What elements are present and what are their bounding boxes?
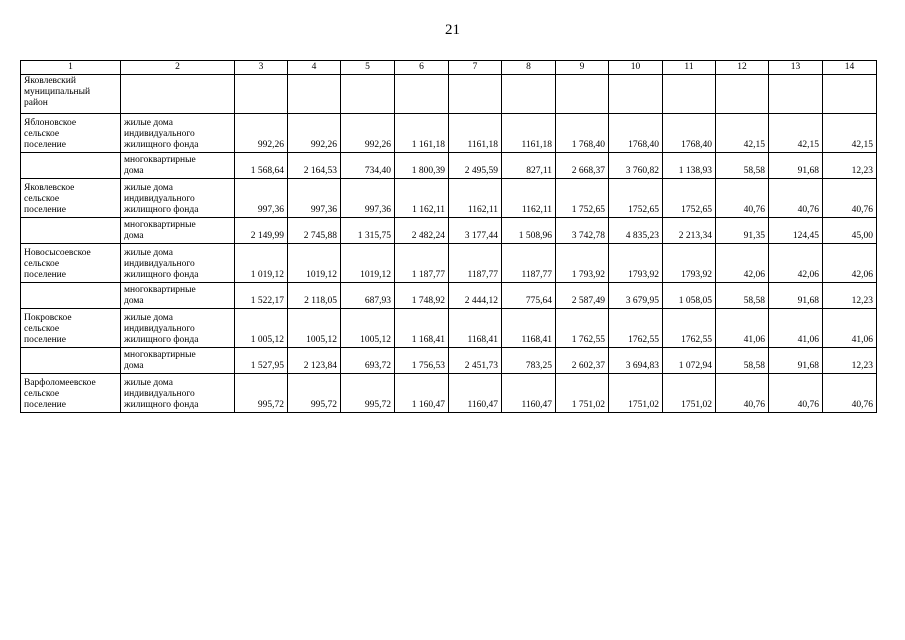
value-cell: 1751,02	[663, 374, 716, 413]
value-cell: 2 451,73	[449, 348, 502, 374]
housing-type	[121, 244, 235, 283]
value-cell: 997,36	[288, 179, 341, 218]
housing-type-line: жилищного фонда	[124, 400, 199, 410]
housing-type-line: индивидуального	[124, 194, 195, 204]
empty-cell	[609, 75, 663, 114]
empty-cell	[395, 75, 449, 114]
value-cell: 91,35	[716, 218, 769, 244]
settlement-name-line: сельское	[24, 194, 60, 204]
value-cell: 40,76	[769, 374, 823, 413]
column-number: 8	[502, 61, 556, 75]
value-cell: 1 756,53	[395, 348, 449, 374]
value-cell: 3 679,95	[609, 283, 663, 309]
value-cell: 1 162,11	[395, 179, 449, 218]
value-cell: 91,68	[769, 153, 823, 179]
settlement-name-line: поселение	[24, 400, 66, 410]
value-cell: 3 694,83	[609, 348, 663, 374]
district-name	[21, 75, 121, 114]
value-cell: 1 527,95	[235, 348, 288, 374]
value-cell: 1762,55	[609, 309, 663, 348]
settlement-name-line: поселение	[24, 140, 66, 150]
value-cell: 1 187,77	[395, 244, 449, 283]
value-cell: 1161,18	[502, 114, 556, 153]
settlement-name	[21, 374, 121, 413]
tariff-table	[20, 60, 877, 413]
value-cell: 4 835,23	[609, 218, 663, 244]
empty-cell	[716, 75, 769, 114]
value-cell: 693,72	[341, 348, 395, 374]
settlement-name-line: поселение	[24, 270, 66, 280]
value-cell: 995,72	[288, 374, 341, 413]
settlement-name-line: сельское	[24, 259, 60, 269]
value-cell: 2 444,12	[449, 283, 502, 309]
value-cell: 1 138,93	[663, 153, 716, 179]
housing-type	[121, 179, 235, 218]
column-number: 10	[609, 61, 663, 75]
empty-cell	[341, 75, 395, 114]
table-row	[21, 244, 877, 283]
value-cell: 1 058,05	[663, 283, 716, 309]
value-cell: 995,72	[235, 374, 288, 413]
value-cell: 1168,41	[502, 309, 556, 348]
value-cell: 91,68	[769, 283, 823, 309]
housing-type	[121, 114, 235, 153]
empty-cell	[121, 75, 235, 114]
value-cell: 1168,41	[449, 309, 502, 348]
value-cell: 40,76	[823, 374, 877, 413]
housing-type	[121, 218, 235, 244]
settlement-name-line: поселение	[24, 205, 66, 215]
table-row	[21, 179, 877, 218]
value-cell: 1019,12	[288, 244, 341, 283]
housing-type-line: жилищного фонда	[124, 335, 199, 345]
value-cell: 1019,12	[341, 244, 395, 283]
settlement-name	[21, 244, 121, 283]
value-cell: 997,36	[341, 179, 395, 218]
value-cell: 1 522,17	[235, 283, 288, 309]
empty-cell	[823, 75, 877, 114]
value-cell: 2 668,37	[556, 153, 609, 179]
value-cell: 1 751,02	[556, 374, 609, 413]
value-cell: 41,06	[769, 309, 823, 348]
housing-type	[121, 309, 235, 348]
table-row	[21, 218, 877, 244]
housing-type	[121, 283, 235, 309]
column-number: 14	[823, 61, 877, 75]
value-cell: 1 160,47	[395, 374, 449, 413]
housing-type-line: жилые дома	[124, 248, 173, 258]
column-number: 4	[288, 61, 341, 75]
value-cell: 992,26	[235, 114, 288, 153]
table-row	[21, 114, 877, 153]
housing-type-line: индивидуального	[124, 259, 195, 269]
value-cell: 1 752,65	[556, 179, 609, 218]
value-cell: 12,23	[823, 283, 877, 309]
value-cell: 1187,77	[502, 244, 556, 283]
column-number: 12	[716, 61, 769, 75]
value-cell: 58,58	[716, 153, 769, 179]
table-row	[21, 348, 877, 374]
empty-cell	[235, 75, 288, 114]
value-cell: 1005,12	[288, 309, 341, 348]
value-cell: 2 745,88	[288, 218, 341, 244]
settlement-name	[21, 218, 121, 244]
housing-type	[121, 348, 235, 374]
value-cell: 1 768,40	[556, 114, 609, 153]
value-cell: 995,72	[341, 374, 395, 413]
value-cell: 1 568,64	[235, 153, 288, 179]
value-cell: 1762,55	[663, 309, 716, 348]
value-cell: 42,15	[823, 114, 877, 153]
settlement-name-line: Новосысоевское	[24, 248, 91, 258]
value-cell: 41,06	[823, 309, 877, 348]
value-cell: 1793,92	[609, 244, 663, 283]
settlement-name	[21, 153, 121, 179]
empty-cell	[556, 75, 609, 114]
housing-type-line: многоквартирные	[124, 220, 196, 230]
value-cell: 42,15	[769, 114, 823, 153]
housing-type-line: дома	[124, 231, 144, 241]
value-cell: 1 508,96	[502, 218, 556, 244]
value-cell: 2 164,53	[288, 153, 341, 179]
value-cell: 1 800,39	[395, 153, 449, 179]
value-cell: 42,06	[769, 244, 823, 283]
value-cell: 45,00	[823, 218, 877, 244]
housing-type-line: жилищного фонда	[124, 270, 199, 280]
housing-type-line: жилые дома	[124, 183, 173, 193]
column-number: 5	[341, 61, 395, 75]
settlement-name	[21, 309, 121, 348]
value-cell: 1 315,75	[341, 218, 395, 244]
housing-type-line: жилищного фонда	[124, 140, 199, 150]
value-cell: 1 168,41	[395, 309, 449, 348]
district-row	[21, 75, 877, 114]
value-cell: 2 482,24	[395, 218, 449, 244]
housing-type-line: многоквартирные	[124, 155, 196, 165]
value-cell: 2 495,59	[449, 153, 502, 179]
value-cell: 1 019,12	[235, 244, 288, 283]
value-cell: 1752,65	[609, 179, 663, 218]
empty-cell	[769, 75, 823, 114]
value-cell: 58,58	[716, 348, 769, 374]
value-cell: 1161,18	[449, 114, 502, 153]
value-cell: 1005,12	[341, 309, 395, 348]
value-cell: 783,25	[502, 348, 556, 374]
value-cell: 12,23	[823, 348, 877, 374]
value-cell: 124,45	[769, 218, 823, 244]
value-cell: 42,06	[823, 244, 877, 283]
housing-type-line: жилые дома	[124, 313, 173, 323]
value-cell: 40,76	[716, 179, 769, 218]
value-cell: 997,36	[235, 179, 288, 218]
value-cell: 2 213,34	[663, 218, 716, 244]
housing-type-line: дома	[124, 296, 144, 306]
value-cell: 1162,11	[449, 179, 502, 218]
district-name-line: Яковлевский	[24, 76, 76, 86]
value-cell: 1187,77	[449, 244, 502, 283]
value-cell: 41,06	[716, 309, 769, 348]
settlement-name	[21, 179, 121, 218]
empty-cell	[449, 75, 502, 114]
table-row	[21, 309, 877, 348]
housing-type-line: жилые дома	[124, 378, 173, 388]
settlement-name-line: Покровское	[24, 313, 72, 323]
value-cell: 2 123,84	[288, 348, 341, 374]
value-cell: 1162,11	[502, 179, 556, 218]
housing-type-line: индивидуального	[124, 389, 195, 399]
column-number: 6	[395, 61, 449, 75]
value-cell: 2 149,99	[235, 218, 288, 244]
column-number: 2	[121, 61, 235, 75]
page-number: 21	[445, 22, 460, 38]
settlement-name-line: сельское	[24, 129, 60, 139]
value-cell: 1793,92	[663, 244, 716, 283]
table-row	[21, 283, 877, 309]
value-cell: 12,23	[823, 153, 877, 179]
housing-type-line: многоквартирные	[124, 350, 196, 360]
housing-type-line: дома	[124, 361, 144, 371]
value-cell: 1 161,18	[395, 114, 449, 153]
value-cell: 42,06	[716, 244, 769, 283]
value-cell: 2 602,37	[556, 348, 609, 374]
settlement-name	[21, 348, 121, 374]
value-cell: 2 118,05	[288, 283, 341, 309]
value-cell: 1 005,12	[235, 309, 288, 348]
column-number: 13	[769, 61, 823, 75]
header-row	[21, 61, 877, 75]
column-number: 3	[235, 61, 288, 75]
value-cell: 40,76	[823, 179, 877, 218]
table-row	[21, 153, 877, 179]
value-cell: 1 748,92	[395, 283, 449, 309]
value-cell: 775,64	[502, 283, 556, 309]
settlement-name-line: Яблоновское	[24, 118, 77, 128]
table-row	[21, 374, 877, 413]
settlement-name-line: Яковлевское	[24, 183, 75, 193]
value-cell: 1751,02	[609, 374, 663, 413]
value-cell: 1752,65	[663, 179, 716, 218]
housing-type	[121, 374, 235, 413]
value-cell: 58,58	[716, 283, 769, 309]
district-name-line: район	[24, 98, 48, 108]
empty-cell	[288, 75, 341, 114]
column-number: 9	[556, 61, 609, 75]
settlement-name-line: сельское	[24, 389, 60, 399]
value-cell: 91,68	[769, 348, 823, 374]
housing-type	[121, 153, 235, 179]
housing-type-line: индивидуального	[124, 129, 195, 139]
column-number: 7	[449, 61, 502, 75]
housing-type-line: многоквартирные	[124, 285, 196, 295]
value-cell: 3 177,44	[449, 218, 502, 244]
value-cell: 992,26	[341, 114, 395, 153]
settlement-name-line: сельское	[24, 324, 60, 334]
value-cell: 1 072,94	[663, 348, 716, 374]
housing-type-line: индивидуального	[124, 324, 195, 334]
value-cell: 3 760,82	[609, 153, 663, 179]
value-cell: 40,76	[716, 374, 769, 413]
value-cell: 734,40	[341, 153, 395, 179]
settlement-name	[21, 114, 121, 153]
value-cell: 40,76	[769, 179, 823, 218]
housing-type-line: дома	[124, 166, 144, 176]
value-cell: 687,93	[341, 283, 395, 309]
settlement-name	[21, 283, 121, 309]
settlement-name-line: поселение	[24, 335, 66, 345]
value-cell: 42,15	[716, 114, 769, 153]
housing-type-line: жилые дома	[124, 118, 173, 128]
value-cell: 827,11	[502, 153, 556, 179]
value-cell: 1 762,55	[556, 309, 609, 348]
column-number: 11	[663, 61, 716, 75]
value-cell: 2 587,49	[556, 283, 609, 309]
column-number: 1	[21, 61, 121, 75]
district-name-line: муниципальный	[24, 87, 91, 97]
housing-type-line: жилищного фонда	[124, 205, 199, 215]
value-cell: 1768,40	[663, 114, 716, 153]
value-cell: 1 793,92	[556, 244, 609, 283]
value-cell: 3 742,78	[556, 218, 609, 244]
value-cell: 992,26	[288, 114, 341, 153]
empty-cell	[663, 75, 716, 114]
value-cell: 1768,40	[609, 114, 663, 153]
settlement-name-line: Варфоломеевское	[24, 378, 96, 388]
empty-cell	[502, 75, 556, 114]
value-cell: 1160,47	[502, 374, 556, 413]
value-cell: 1160,47	[449, 374, 502, 413]
